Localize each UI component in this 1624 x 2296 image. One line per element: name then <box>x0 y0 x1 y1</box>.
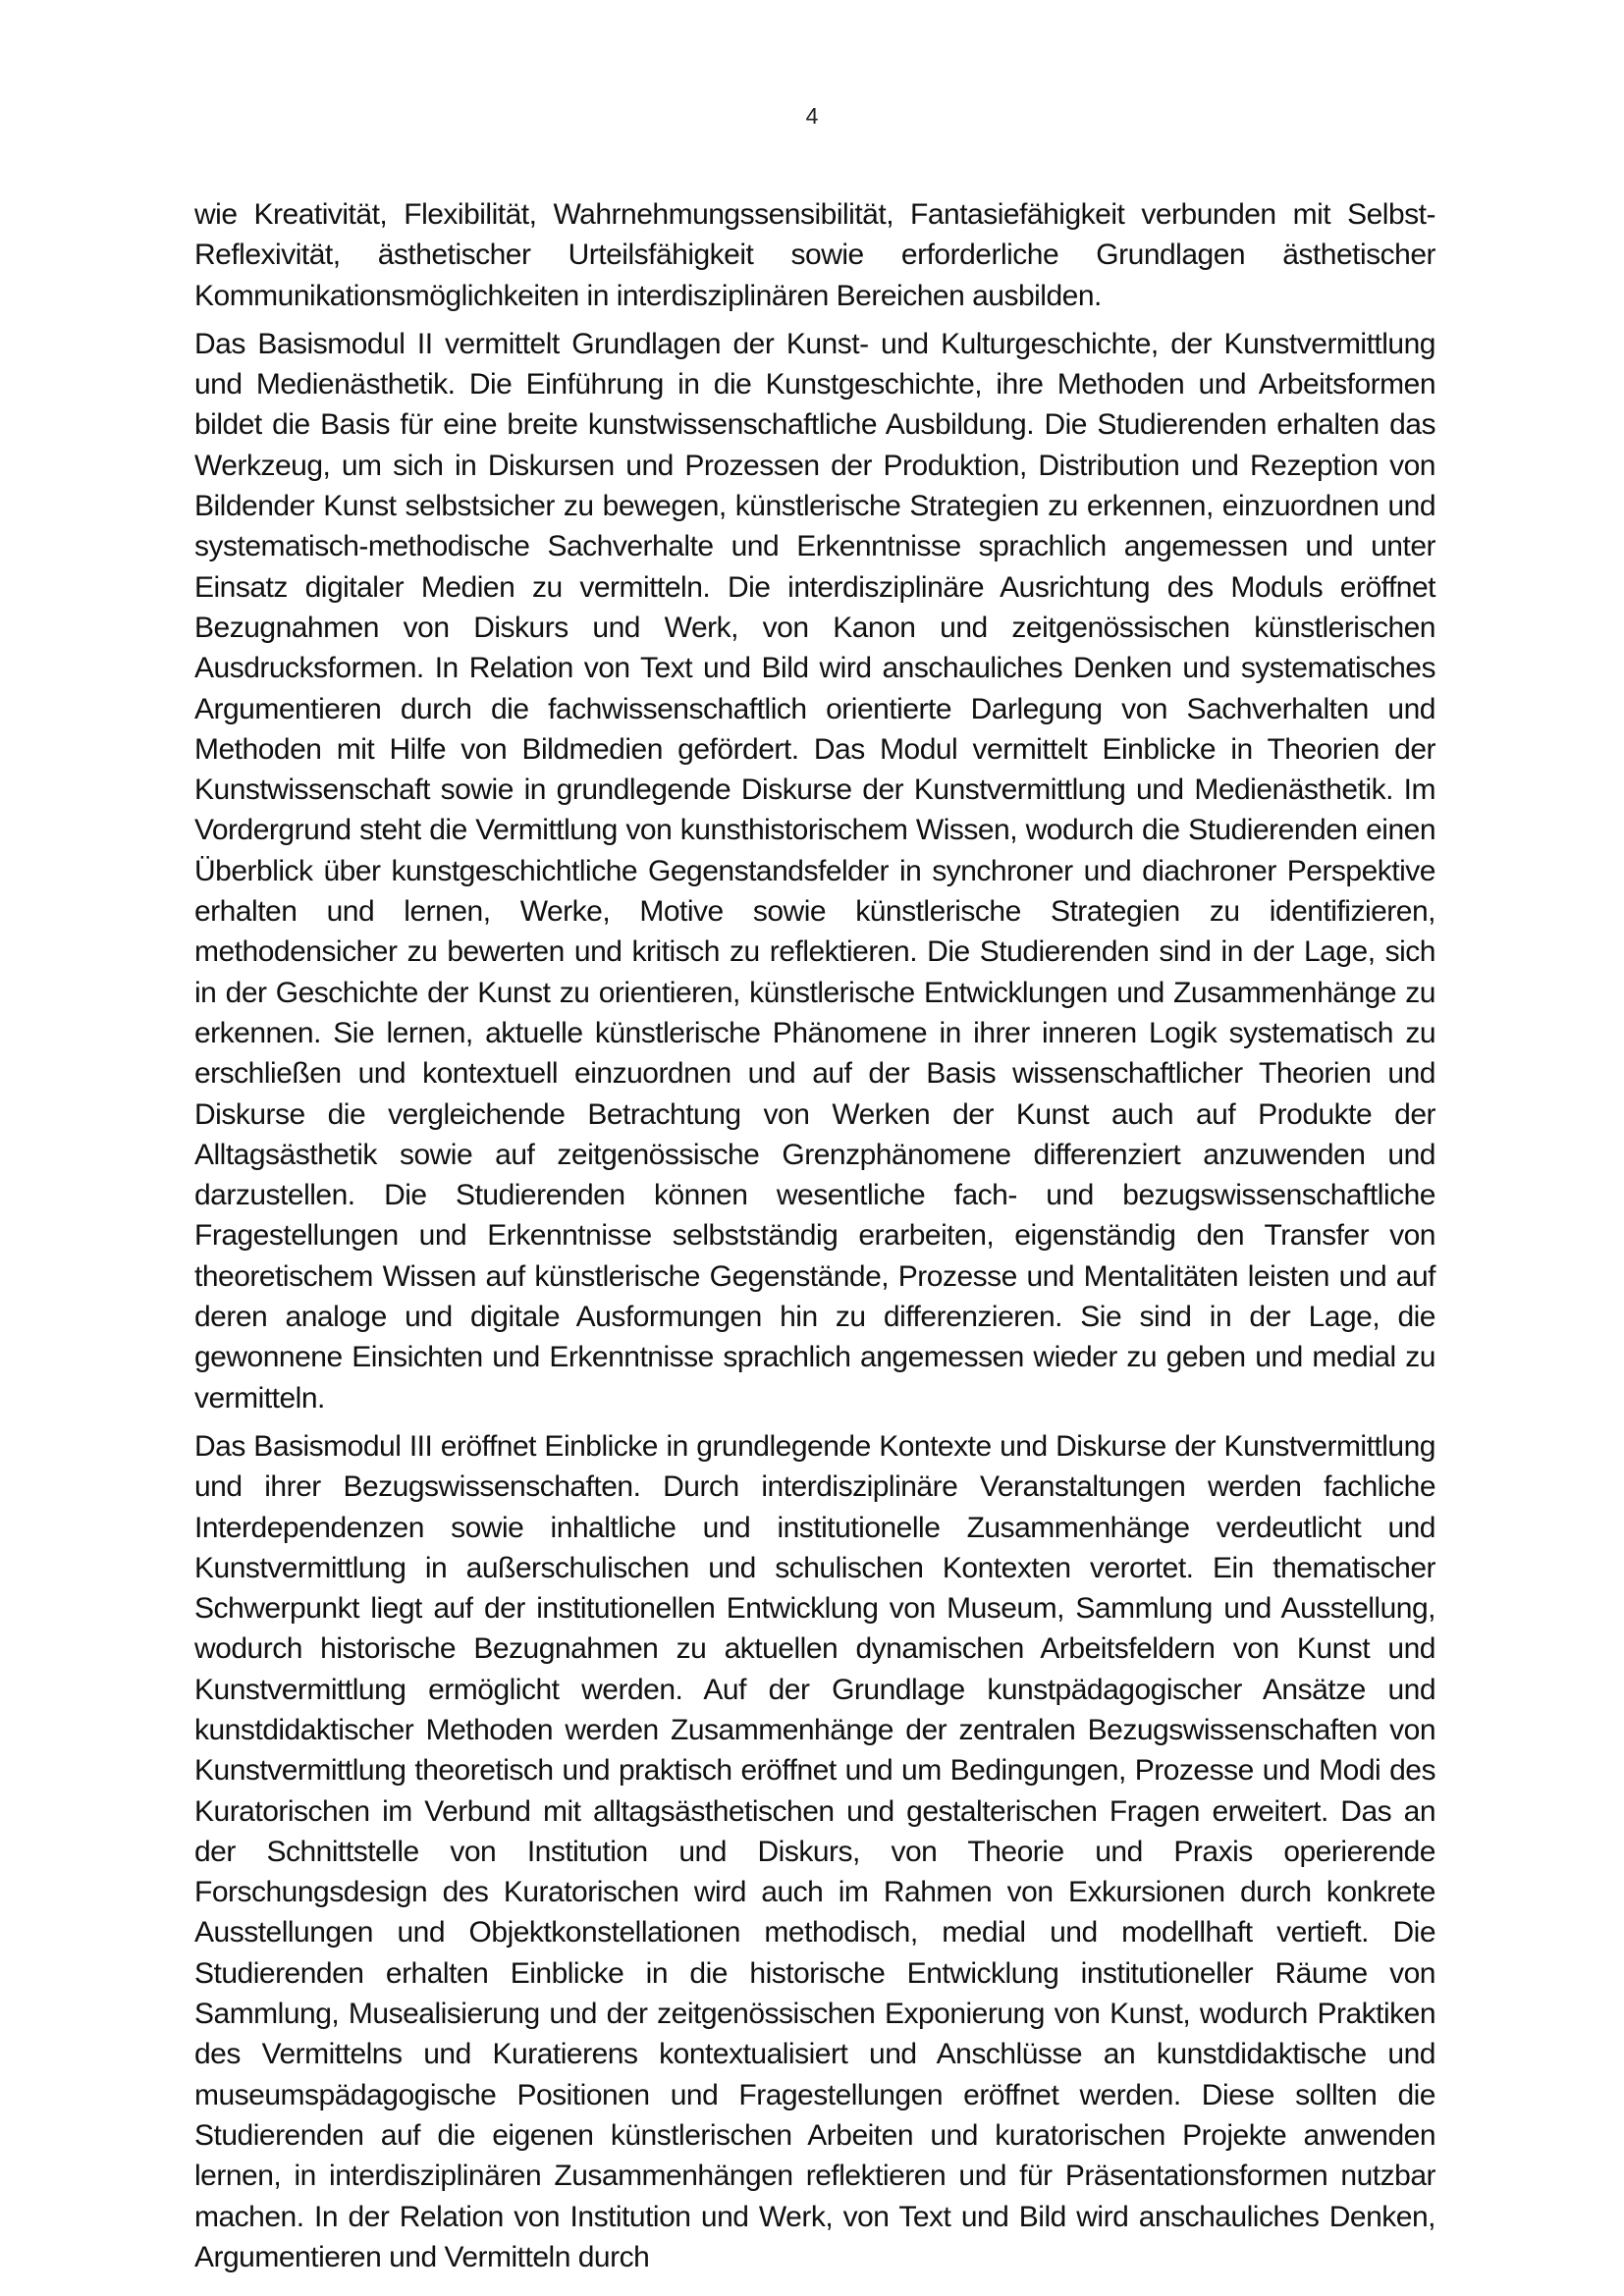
page-number: 4 <box>805 103 819 129</box>
paragraph-basismodul-3: Das Basismodul III eröffnet Einblicke in grundlegende Kontexte und Diskurse der Kunstvermittlung und ihrer Bezugswissenschaften. Durch interdisziplinäre Veranstaltungen werden fachliche Interdependenzen sowie inhaltliche und institutionelle Zusammenhänge verdeutlicht und Kunstvermittlung in außerschulischen und schulischen Kontexten verortet. Ein thematischer Schwerpunkt liegt auf der institutionellen Entwicklung von Museum, Sammlung und Ausstellung, wodurch historische Bezugnahmen zu aktuellen dynamischen Arbeitsfeldern von Kunst und Kunstvermittlung ermöglicht werden. Auf der Grundlage kunstpädagogischer Ansätze und kunstdidaktischer Methoden werden Zusammenhänge der zentralen Bezugswissenschaften von Kunstvermittlung theoretisch und praktisch eröffnet und um Bedingungen, Prozesse und Modi des Kuratorischen im Verbund mit alltagsästhetischen und gestalterischen Fragen erweitert. Das an der Schnittstelle von Institution und Diskurs, von Theorie und Praxis operierende Forschungsdesign des Kuratorischen wird auch im Rahmen von Exkursionen durch konkrete Ausstellungen und Objektkonstellationen methodisch, medial und modellhaft vertieft. Die Studierenden erhalten Einblicke in die historische Entwicklung institutioneller Räume von Sammlung, Musealisierung und der zeitgenössischen Exponierung von Kunst, wodurch Praktiken des Vermittelns und Kuratierens kontextualisiert und Anschlüsse an kunstdidaktische und museumspädagogische Positionen und Fragestellungen eröffnet werden. Diese sollten die Studierenden auf die eigenen künstlerischen Arbeiten und kuratorischen Projekte anwenden lernen, in interdisziplinären Zusammenhängen reflektieren und für Präsentationsformen nutzbar machen. In der Relation von Institution und Werk, von Text und Bild wird anschauliches Denken, Argumentieren und Vermitteln durch <box>194 1429 1435 2273</box>
body-text <box>194 194 1435 2285</box>
paragraph-basismodul-2: Das Basismodul II vermittelt Grundlagen der Kunst- und Kulturgeschichte, der Kunstvermittlung und Medienästhetik. Die Einführung in die Kunstgeschichte, ihre Methoden und Arbeitsformen bildet die Basis für eine breite kunstwissenschaftliche Ausbildung. Die Studierenden erhalten das Werkzeug, um sich in Diskursen und Prozessen der Produktion, Distribution und Rezeption von Bildender Kunst selbstsicher zu bewegen, künstlerische Strategien zu erkennen, einzuordnen und systematisch-methodische Sachverhalte und Erkenntnisse sprachlich angemessen und unter Einsatz digitaler Medien zu vermitteln. Die interdisziplinäre Ausrichtung des Moduls eröffnet Bezugnahmen von Diskurs und Werk, von Kanon und zeitgenössischen künstlerischen Ausdrucksformen. In Relation von Text und Bild wird anschauliches Denken und systematisches Argumentieren durch die fachwissenschaftlich orientierte Darlegung von Sachverhalten und Methoden mit Hilfe von Bildmedien gefördert. Das Modul vermittelt Einblicke in Theorien der Kunstwissenschaft sowie in grundlegende Diskurse der Kunstvermittlung und Medienästhetik. Im Vordergrund steht die Vermittlung von kunsthistorischem Wissen, wodurch die Studierenden einen Überblick über kunstgeschichtliche Gegenstandsfelder in synchroner und diachroner Perspektive erhalten und lernen, Werke, Motive sowie künstlerische Strategien zu identifizieren, methodensicher zu bewerten und kritisch zu reflektieren. Die Studierenden sind in der Lage, sich in der Geschichte der Kunst zu orientieren, künstlerische Entwicklungen und Zusammenhänge zu erkennen. Sie lernen, aktuelle künstlerische Phänomene in ihrer inneren Logik systematisch zu erschließen und kontextuell einzuordnen und auf der Basis wissenschaftlicher Theorien und Diskurse die vergleichende Betrachtung von Werken der Kunst auch auf Produkte der Alltagsästhetik sowie auf zeitgenössische Grenzphänomene differenziert anzuwenden und darzustellen. Die Studierenden können wesentliche fach- und bezugswissenschaftliche Fragestellungen und Erkenntnisse selbstständig erarbeiten, eigenständig den Transfer von theoretischem Wissen auf künstlerische Gegenstände, Prozesse und Mentalitäten leisten und auf deren analoge und digitale Ausformungen hin zu differenzieren. Sie sind in der Lage, die gewonnene Einsichten und Erkenntnisse sprachlich angemessen wieder zu geben und medial zu vermitteln. <box>194 327 1435 1415</box>
paragraph-competencies: wie Kreativität, Flexibilität, Wahrnehmungssensibilität, Fantasiefähigkeit verbunden mit Selbst-Reflexivität, ästhetischer Urteilsfähigkeit sowie erforderliche Grundlagen ästhetischer Kommunikationsmöglichkeiten in interdisziplinären Bereichen ausbilden. <box>194 198 1435 312</box>
